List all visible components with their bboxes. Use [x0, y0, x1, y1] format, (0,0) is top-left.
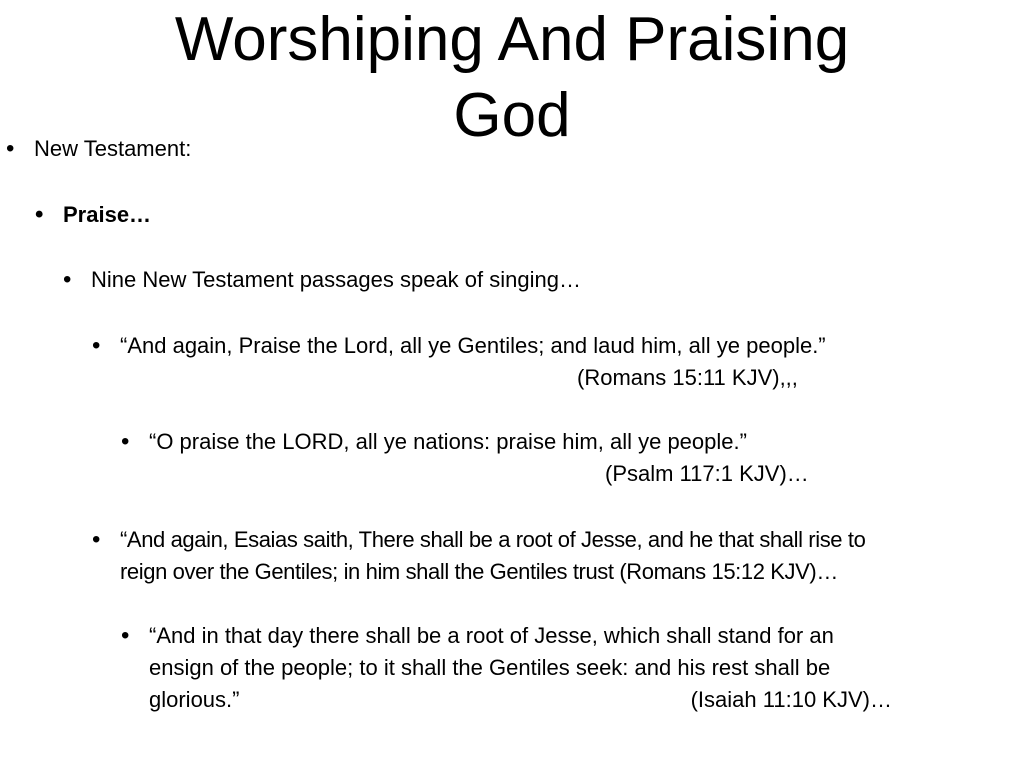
- bullet-isaiah-11-10: [121, 620, 892, 716]
- bullet-text: Nine New Testament passages speak of singing…: [91, 267, 581, 292]
- bullet-dot-icon: •: [121, 428, 130, 455]
- bullet-psalm-117-1: [121, 426, 809, 490]
- bullet-nine-passages: [63, 264, 581, 296]
- bullet-dot-icon: •: [92, 526, 101, 553]
- bullet-text: Praise…: [63, 202, 152, 227]
- quote-text: “O praise the LORD, all ye nations: praise him, all ye people.”: [149, 429, 747, 454]
- bullet-dot-icon: •: [6, 135, 15, 162]
- bullet-dot-icon: •: [121, 622, 130, 649]
- slide-title-line-2: God: [453, 81, 571, 150]
- bullet-dot-icon: •: [92, 332, 101, 359]
- slide-title: [0, 2, 1024, 154]
- quote-text-line-1: “And again, Esaias saith, There shall be a root of Jesse, and he that shall rise to: [120, 527, 866, 552]
- bullet-romans-15-12: [92, 524, 866, 588]
- bullet-dot-icon: •: [35, 201, 44, 228]
- quote-text-end: glorious.”: [149, 687, 240, 712]
- bullet-dot-icon: •: [63, 266, 72, 293]
- bullet-text: New Testament:: [34, 136, 192, 161]
- quote-text-line-3: [149, 684, 892, 716]
- bullet-romans-15-11: [92, 330, 826, 394]
- quote-text: “And again, Praise the Lord, all ye Gentiles; and laud him, all ye people.”: [120, 333, 826, 358]
- quote-text-line-2: reign over the Gentiles; in him shall the Gentiles trust (Romans 15:12 KJV)…: [120, 559, 838, 584]
- quote-text-line-2: ensign of the people; to it shall the Gentiles seek: and his rest shall be: [149, 655, 831, 680]
- slide-title-line-1: Worshiping And Praising: [174, 5, 850, 74]
- scripture-reference: (Psalm 117:1 KJV)…: [605, 461, 809, 486]
- scripture-reference: (Romans 15:11 KJV),,,: [577, 365, 798, 390]
- scripture-reference: (Isaiah 11:10 KJV)…: [690, 687, 892, 712]
- bullet-praise: [35, 199, 152, 231]
- bullet-new-testament: [6, 133, 192, 165]
- quote-text-line-1: “And in that day there shall be a root of Jesse, which shall stand for an: [149, 623, 834, 648]
